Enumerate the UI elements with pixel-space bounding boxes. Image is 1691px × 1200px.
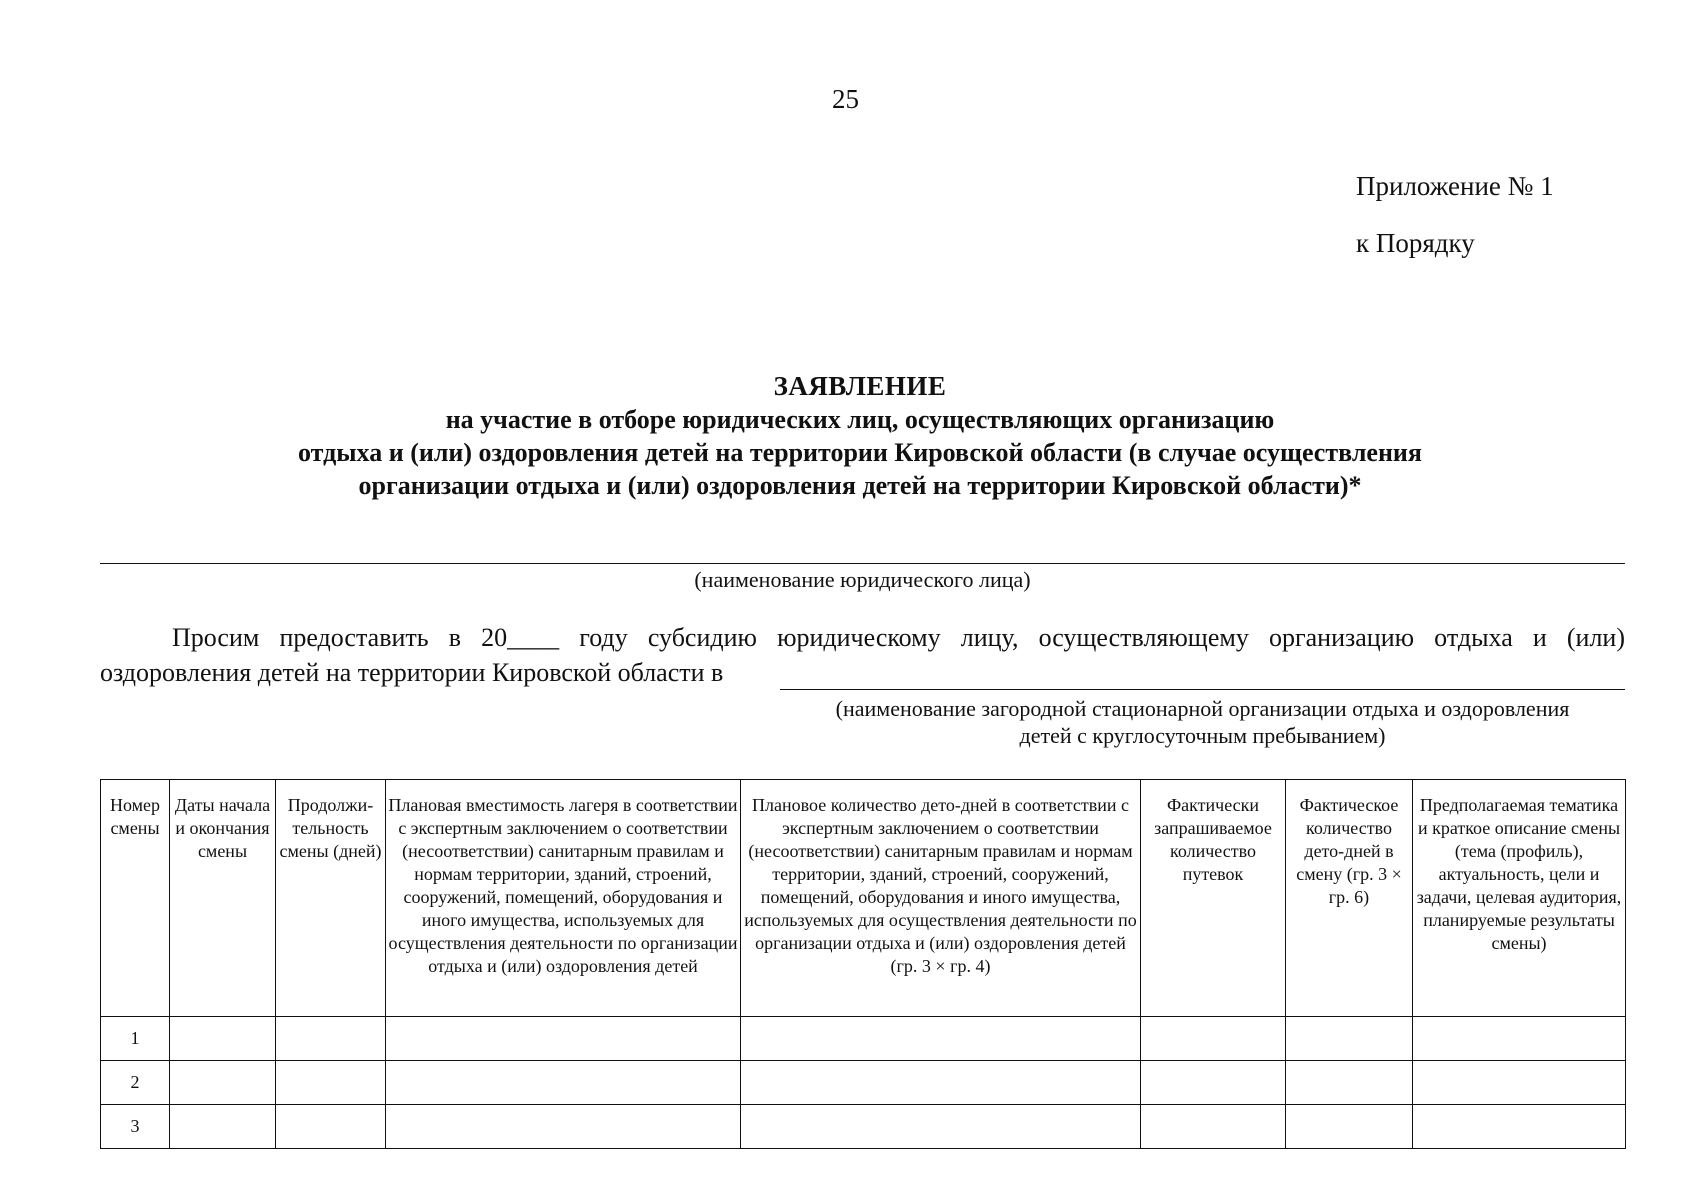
table-cell[interactable] bbox=[386, 1061, 741, 1105]
table-cell[interactable] bbox=[1413, 1105, 1626, 1149]
title-line-2: отдыха и (или) оздоровления детей на территории Кировской области (в случае осуществления bbox=[298, 438, 1422, 467]
table-cell[interactable] bbox=[1413, 1017, 1626, 1061]
header-requested-vouchers: Фактически запрашиваемое количество путевок bbox=[1141, 780, 1286, 1017]
header-shift-dates: Даты начала и окончания смены bbox=[170, 780, 276, 1017]
table-cell[interactable] bbox=[276, 1017, 386, 1061]
camp-caption-line-1: (наименование загородной стационарной организации отдыха и оздоровления bbox=[835, 696, 1570, 721]
appendix-line-1: Приложение № 1 bbox=[1356, 171, 1554, 201]
shift-number-cell: 2 bbox=[101, 1061, 170, 1105]
table-cell[interactable] bbox=[276, 1061, 386, 1105]
table-cell[interactable] bbox=[741, 1105, 1141, 1149]
header-actual-child-days: Фактическое количество дето-дней в смену (гр. 3 × гр. 6) bbox=[1286, 780, 1413, 1017]
appendix-line-2: к Порядку bbox=[1356, 228, 1475, 258]
table-cell[interactable] bbox=[170, 1105, 276, 1149]
table-cell[interactable] bbox=[386, 1105, 741, 1149]
table-cell[interactable] bbox=[1141, 1017, 1286, 1061]
document-title bbox=[100, 370, 1620, 502]
table-cell[interactable] bbox=[1141, 1105, 1286, 1149]
table-cell[interactable] bbox=[386, 1017, 741, 1061]
request-paragraph bbox=[100, 620, 1625, 690]
table-cell[interactable] bbox=[741, 1061, 1141, 1105]
table-cell[interactable] bbox=[1286, 1017, 1413, 1061]
table-cell[interactable] bbox=[1286, 1105, 1413, 1149]
entity-name-field-line bbox=[100, 563, 1625, 564]
table-cell[interactable] bbox=[170, 1017, 276, 1061]
table-cell[interactable] bbox=[1286, 1061, 1413, 1105]
table-cell[interactable] bbox=[741, 1017, 1141, 1061]
request-line-1: Просим предоставить в 20____ году субсидию юридическому лицу, осуществляющему организацию отдыха и (или) bbox=[172, 623, 1625, 652]
header-shift-theme: Предполагаемая тематика и краткое описание смены (тема (профиль), актуальность, цели и задачи, целевая аудитория, планируемые результаты смены) bbox=[1413, 780, 1626, 1017]
table-row bbox=[101, 1061, 1626, 1105]
title-line-3: организации отдыха и (или) оздоровления детей на территории Кировской области)* bbox=[358, 471, 1362, 500]
header-shift-number: Номер смены bbox=[101, 780, 170, 1017]
camp-name-field-line bbox=[780, 689, 1625, 690]
header-planned-child-days: Плановое количество дето-дней в соответствии с экспертным заключением о соответствии (несоответствии) санитарным правилам и нормам территории, зданий, строений, сооружений, помещений, оборудования и иного имущества, используемых для осуществления деятельности по организации отдыха и (или) оздоровления детей (гр. 3 × гр. 4) bbox=[741, 780, 1141, 1017]
camp-caption-line-2: детей с круглосуточным пребыванием) bbox=[1019, 723, 1386, 748]
table-cell[interactable] bbox=[170, 1061, 276, 1105]
page-number: 25 bbox=[832, 84, 859, 114]
shift-number-cell: 1 bbox=[101, 1017, 170, 1061]
title-line-1: на участие в отборе юридических лиц, осуществляющих организацию bbox=[445, 405, 1275, 434]
appendix-reference bbox=[1356, 158, 1554, 272]
camp-name-caption bbox=[780, 695, 1625, 749]
header-shift-duration: Продолжи-тельность смены (дней) bbox=[276, 780, 386, 1017]
table-header-row bbox=[101, 780, 1626, 1017]
title-main: ЗАЯВЛЕНИЕ bbox=[773, 371, 947, 401]
shifts-table bbox=[100, 779, 1626, 1149]
request-line-2: оздоровления детей на территории Кировской области в bbox=[100, 658, 724, 687]
table-row bbox=[101, 1105, 1626, 1149]
entity-name-caption: (наименование юридического лица) bbox=[694, 567, 1031, 592]
table-cell[interactable] bbox=[276, 1105, 386, 1149]
table-cell[interactable] bbox=[1141, 1061, 1286, 1105]
shift-number-cell: 3 bbox=[101, 1105, 170, 1149]
header-planned-capacity: Плановая вместимость лагеря в соответствии с экспертным заключением о соответствии (несоответствии) санитарным правилам и нормам территории, зданий, строений, сооружений, помещений, оборудования и иного имущества, используемых для осуществления деятельности по организации отдыха и (или) оздоровления детей bbox=[386, 780, 741, 1017]
table-cell[interactable] bbox=[1413, 1061, 1626, 1105]
table-row bbox=[101, 1017, 1626, 1061]
